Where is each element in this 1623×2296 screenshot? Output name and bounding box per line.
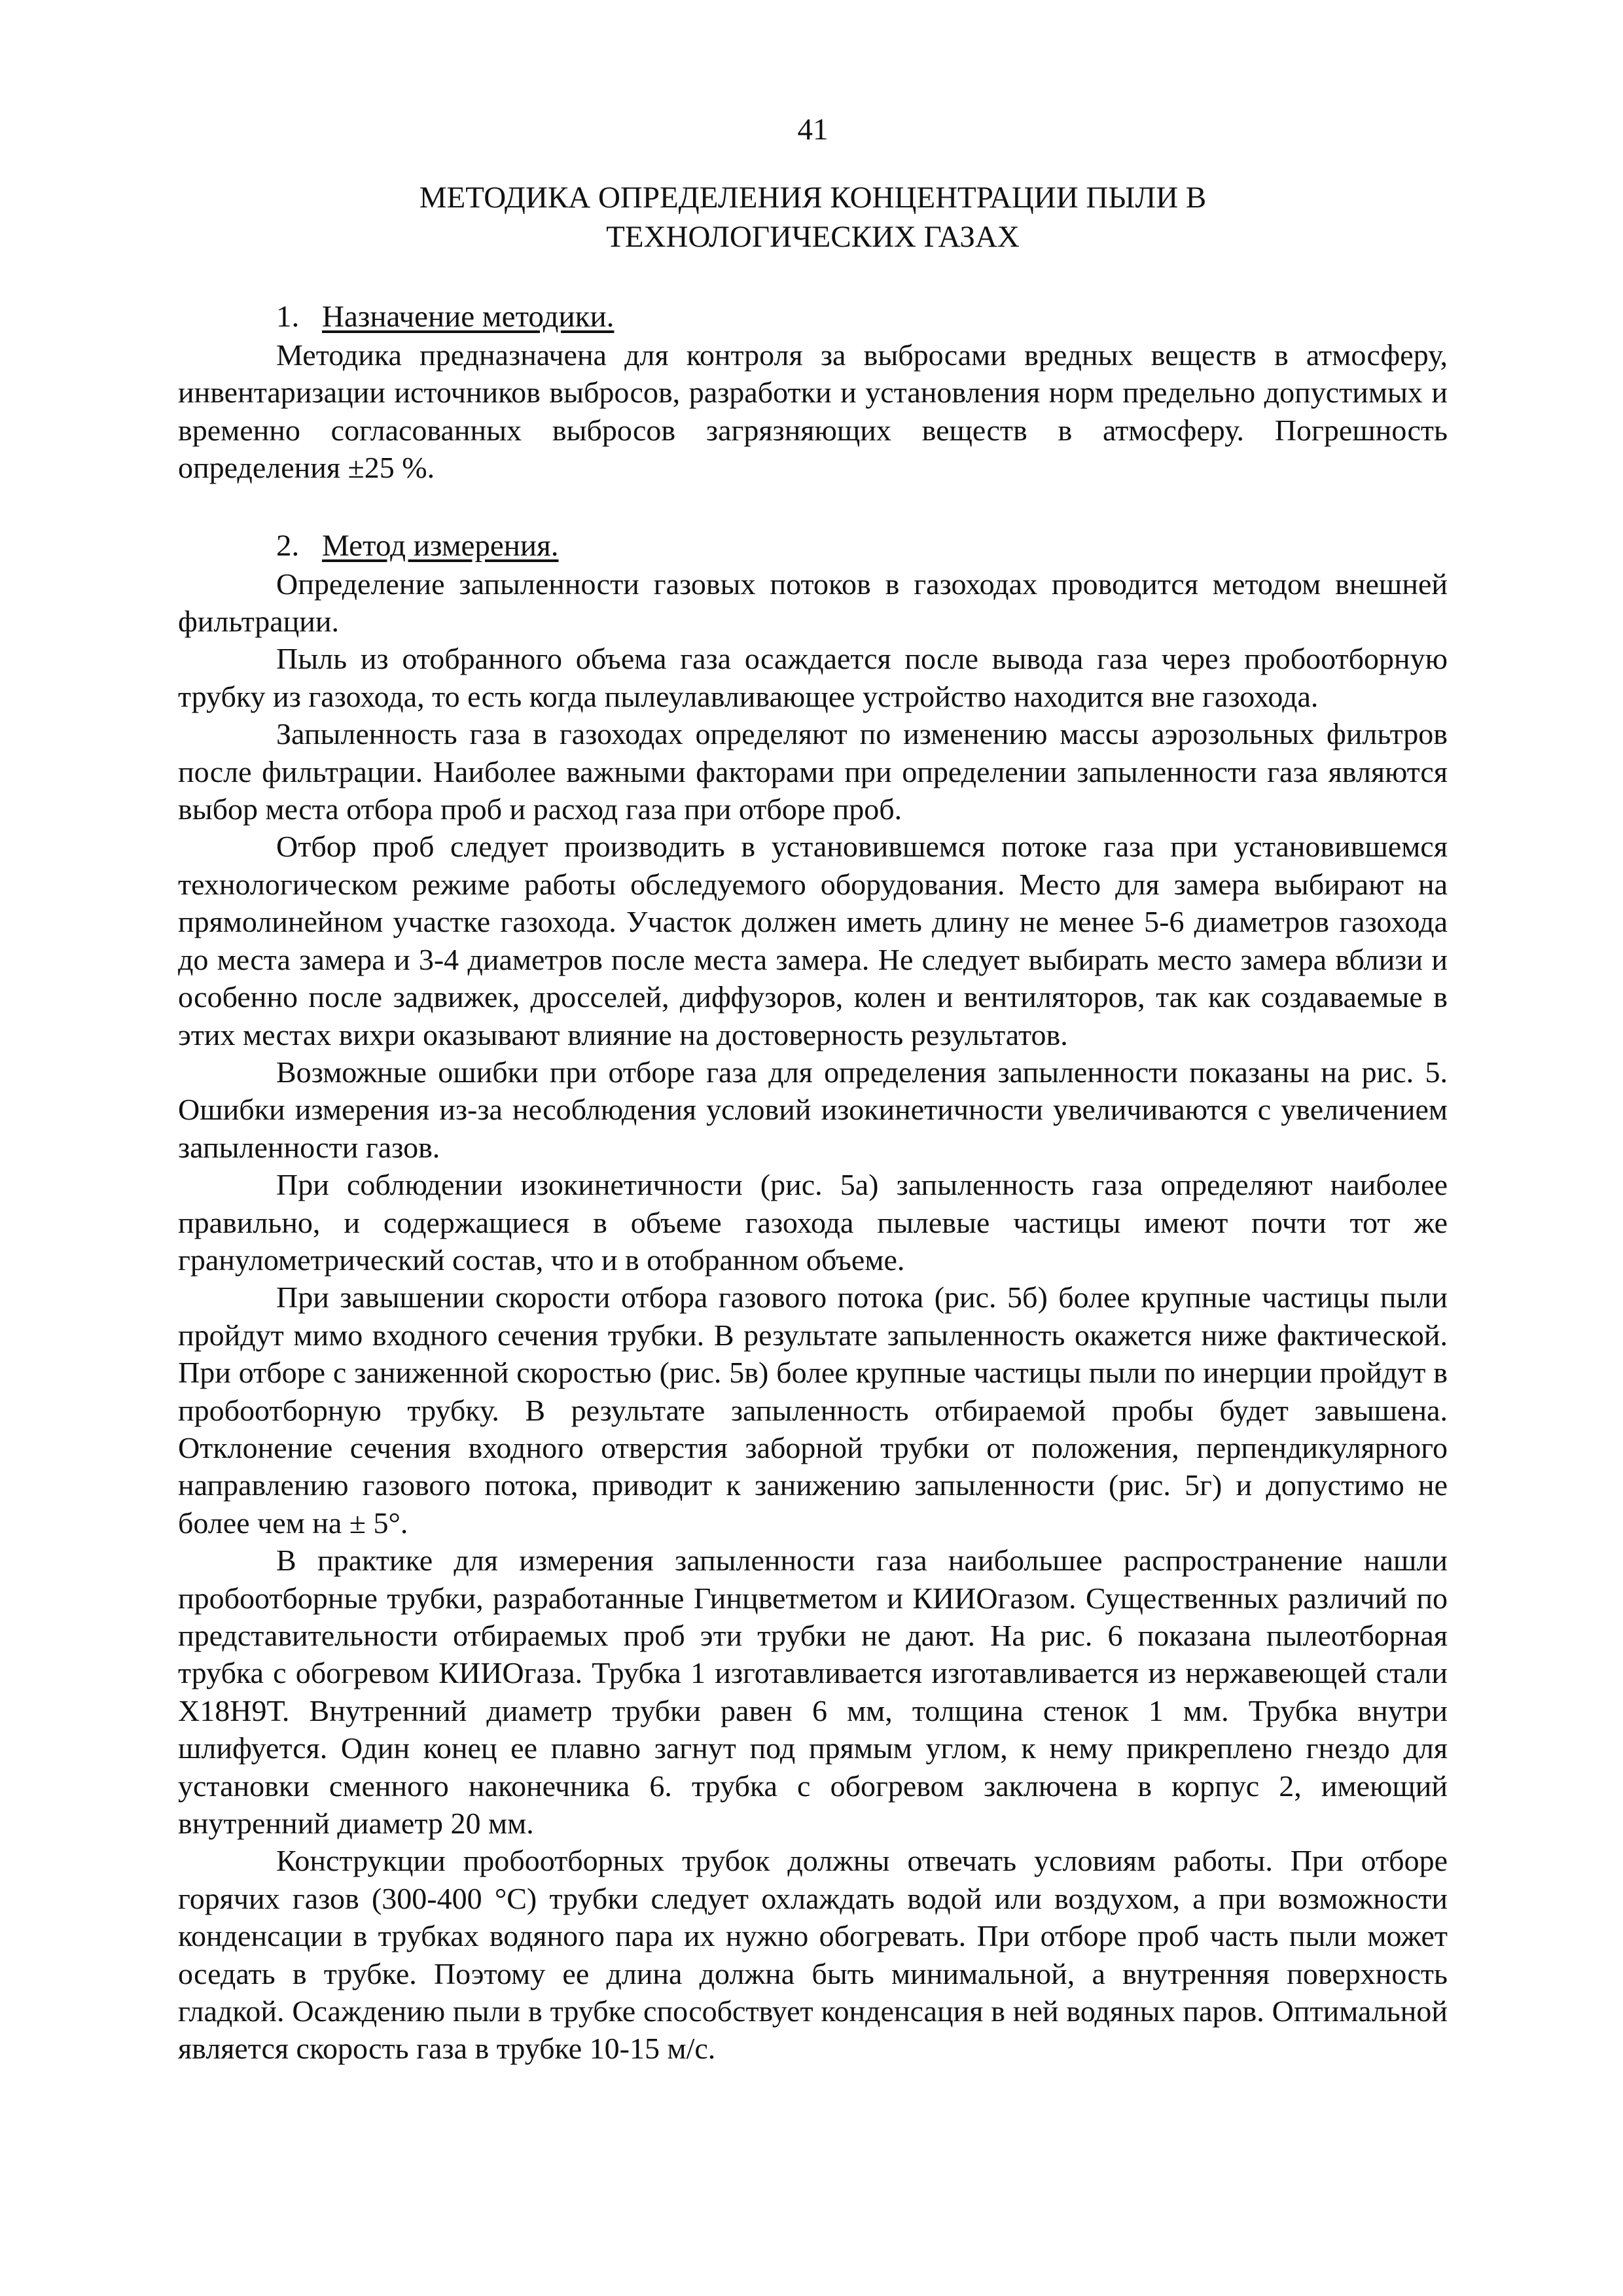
paragraph: При завышении скорости отбора газового потока (рис. 5б) более крупные частицы пыли пройдут мимо входного сечения трубки. В результате запыленность окажется ниже фактической. При отборе с заниженной скоростью (рис. 5в) более крупные частицы пыли по инерции пройдут в пробоотборную трубку. В результате запыленность отбираемой пробы будет завышена. Отклонение сечения входного отверстия заборной трубки от положения, перпендикулярного направлению газового потока, приводит к занижению запыленности (рис. 5г) и допустимо не более чем на ± 5°.: [178, 1280, 1448, 1540]
section-number: 1.: [276, 300, 300, 334]
paragraph: Методика предназначена для контроля за выбросами вредных веществ в атмосферу, инвентаризации источников выбросов, разработки и установления норм предельно допустимых и временно согласованных выбросов загрязняющих веществ в атмосферу. Погрешность определения ±25 %.: [178, 338, 1448, 485]
document-title-line: МЕТОДИКА ОПРЕДЕЛЕНИЯ КОНЦЕНТРАЦИИ ПЫЛИ В: [419, 181, 1207, 215]
document-page: [178, 110, 1448, 2068]
document-title: [178, 178, 1448, 256]
document-title-line: ТЕХНОЛОГИЧЕСКИХ ГАЗАХ: [606, 220, 1020, 254]
paragraph: Пыль из отобранного объема газа осаждается после вывода газа через пробоотборную трубку из газохода, то есть когда пылеулавливающее устройство находится вне газохода.: [178, 642, 1448, 713]
paragraph: В практике для измерения запыленности газа наибольшее распространение нашли пробоотборные трубки, разработанные Гинцветметом и КИИОгазом. Существенных различий по представительности отбираемых проб эти трубки не дают. На рис. 6 показана пылеотборная трубка с обогревом КИИОгаза. Трубка 1 изготавливается изготавливается из нержавеющей стали Х18Н9Т. Внутренний диаметр трубки равен 6 мм, толщина стенок 1 мм. Трубка внутри шлифуется. Один конец ее плавно загнут под прямым углом, к нему прикреплено гнездо для установки сменного наконечника 6. трубка с обогревом заключена в корпус 2, имеющий внутренний диаметр 20 мм.: [178, 1544, 1448, 1841]
paragraph: Запыленность газа в газоходах определяют по изменению массы аэрозольных фильтров после фильтрации. Наиболее важными факторами при определении запыленности газа являются выбор места отбора проб и расход газа при отборе проб.: [178, 717, 1448, 826]
paragraph: Конструкции пробоотборных трубок должны отвечать условиям работы. При отборе горячих газов (300-400 °С) трубки следует охлаждать водой или воздухом, а при возможности конденсации в трубках водяного пара их нужно обогревать. При отборе проб часть пыли может оседать в трубке. Поэтому ее длина должна быть минимальной, а внутренняя поверхность гладкой. Осаждению пыли в трубке способствует конденсация в ней водяных паров. Оптимальной является скорость газа в трубке 10-15 м/с.: [178, 1844, 1448, 2066]
paragraph: Отбор проб следует производить в установившемся потоке газа при установившемся технологическом режиме работы обследуемого оборудования. Место для замера выбирают на прямолинейном участке газохода. Участок должен иметь длину не менее 5-6 диаметров газохода до места замера и 3-4 диаметров после места замера. Не следует выбирать место замера вблизи и особенно после задвижек, дросселей, диффузоров, колен и вентиляторов, так как создаваемые в этих местах вихри оказывают влияние на достоверность результатов.: [178, 830, 1448, 1051]
paragraph: Определение запыленности газовых потоков в газоходах проводится методом внешней фильтрации.: [178, 567, 1448, 639]
section-heading: [276, 297, 1448, 336]
section-method: [178, 526, 1448, 2068]
section-title: Метод измерения.: [322, 528, 559, 563]
section-purpose: [178, 297, 1448, 487]
section-heading: [276, 526, 1448, 565]
section-number: 2.: [276, 528, 300, 563]
page-number: 41: [797, 113, 829, 147]
section-title: Назначение методики.: [322, 300, 615, 334]
paragraph: Возможные ошибки при отборе газа для определения запыленности показаны на рис. 5. Ошибки измерения из-за несоблюдения условий изокинетичности увеличиваются с увеличением запыленности газов.: [178, 1055, 1448, 1164]
paragraph: При соблюдении изокинетичности (рис. 5а) запыленность газа определяют наиболее правильно, и содержащиеся в объеме газохода пылевые частицы имеют почти тот же гранулометрический состав, что и в отобранном объеме.: [178, 1168, 1448, 1277]
